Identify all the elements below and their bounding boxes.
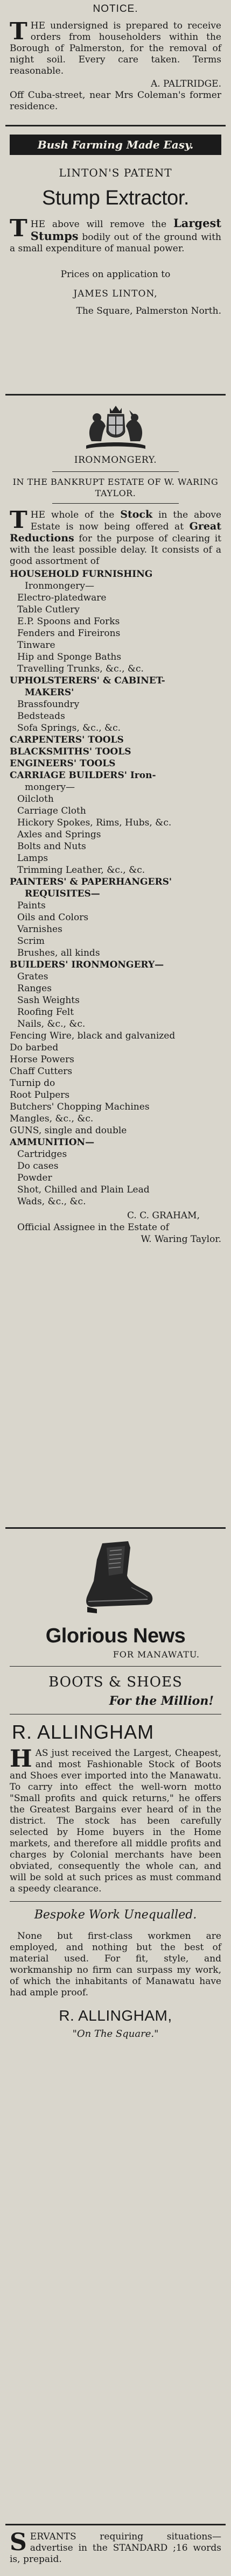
ironmongery-list-item: Wads, &c., &c. — [17, 1196, 86, 1207]
notice-heading: NOTICE. — [93, 3, 138, 15]
iron-dropcap: T — [10, 506, 27, 534]
ironmongery-list-item: Do cases — [17, 1161, 59, 1171]
stump-extractor-ad — [0, 135, 231, 317]
ironmongery-list-item: Powder — [17, 1173, 52, 1183]
stump-body-post: bodily out of the ground with a small expenditure of manual power. — [10, 232, 222, 254]
ironmongery-list-item: Sofa Springs, &c., &c. — [17, 723, 121, 733]
divider — [10, 1666, 221, 1667]
ironmongery-list-item: Varnishes — [17, 924, 62, 935]
boots-shoes-ad — [0, 1538, 231, 2041]
boots-sign: R. ALLINGHAM, — [59, 2007, 172, 2024]
ironmongery-list-item: Carriage Cloth — [17, 806, 86, 816]
ironmongery-ad — [0, 404, 231, 1245]
divider — [5, 394, 226, 396]
ironmongery-list-item: GUNS, single and double — [10, 1125, 127, 1136]
boots-tagline: For the Million! — [109, 1694, 214, 1708]
ironmongery-list-item: Grates — [17, 971, 48, 982]
ironmongery-list-item: CARRIAGE BUILDERS' Iron- — [10, 770, 156, 781]
iron-body-mid: in the above Estate is now being offered at — [30, 510, 222, 532]
ironmongery-list-item: Oils and Colors — [17, 912, 89, 923]
divider — [52, 471, 179, 472]
ironmongery-list-item: Mangles, &c., &c. — [10, 1113, 94, 1124]
iron-estate: W. Waring Taylor. — [141, 1234, 221, 1245]
ironmongery-list-item: Travelling Trunks, &c., &c. — [17, 664, 144, 674]
stump-banner: Bush Farming Made Easy. — [10, 135, 221, 155]
ironmongery-list-item: Electro-platedware — [17, 592, 107, 603]
iron-assignee: Official Assignee in the Estate of — [17, 1222, 169, 1233]
ironmongery-list-item: Fencing Wire, black and galvanized — [10, 1031, 176, 1041]
stump-prices: Prices on application to — [60, 269, 171, 280]
ironmongery-list-item: Brassfoundry — [17, 699, 80, 710]
ironmongery-list-item: Nails, &c., &c. — [17, 1019, 86, 1029]
iron-body-emph2: Great Reductions — [10, 520, 222, 544]
ironmongery-list-item: MAKERS' — [25, 687, 74, 698]
ironmongery-list-item: Paints — [17, 900, 46, 911]
ironmongery-body — [10, 506, 222, 567]
stump-body-pre: HE above will remove the — [30, 219, 167, 230]
ironmongery-list-item: Table Cutlery — [17, 604, 80, 615]
ironmongery-list-item: Bedsteads — [17, 711, 65, 722]
ironmongery-list-item: BLACKSMITHS' TOOLS — [10, 746, 131, 757]
notice-body — [10, 20, 221, 77]
ironmongery-list — [10, 568, 221, 1208]
divider — [52, 503, 179, 504]
ironmongery-list-item: PAINTERS' & PAPERHANGERS' — [10, 877, 172, 887]
ironmongery-subheading: IN THE BANKRUPT ESTATE OF W. WARING TAYLOR. — [12, 477, 219, 498]
ironmongery-list-item: Oilcloth — [17, 794, 54, 804]
boots-body — [10, 1745, 221, 1895]
boots-dropcap: H — [10, 1745, 32, 1773]
divider — [10, 1901, 221, 1902]
divider — [5, 125, 226, 126]
ironmongery-list-item: Tinware — [17, 640, 55, 651]
divider — [5, 1527, 226, 1529]
stump-name: JAMES LINTON, — [73, 288, 158, 299]
stump-title: Stump Extractor. — [42, 187, 189, 209]
iron-signature: C. C. GRAHAM, — [127, 1210, 200, 1221]
stump-dropcap: T — [10, 215, 27, 242]
ironmongery-list-item: Root Pulpers — [10, 1090, 70, 1100]
ironmongery-list-item: Sash Weights — [17, 995, 80, 1006]
ironmongery-list-item: Scrim — [17, 936, 45, 947]
stump-body — [10, 217, 221, 255]
ironmongery-list-item: UPHOLSTERERS' & CABINET- — [10, 675, 165, 686]
notice-address: Off Cuba-street, near Mrs Coleman's former residence. — [10, 90, 221, 112]
boots-bespoke: Bespoke Work Unequalled. — [34, 1908, 197, 1922]
ironmongery-list-item: Trimming Leather, &c., &c. — [17, 865, 145, 876]
boots-sign-sub: "On The Square." — [72, 2028, 159, 2039]
ironmongery-list-item: Chaff Cutters — [10, 1066, 73, 1077]
iron-body-post: for the purpose of clearing it with the least possible delay. It consists of a good assortment of — [10, 533, 222, 567]
servants-body — [10, 2531, 221, 2565]
ironmongery-list-item: Ironmongery— — [25, 581, 95, 591]
ironmongery-list-item: Ranges — [17, 983, 52, 994]
stump-body-emph: Largest Stumps — [30, 216, 221, 243]
ironmongery-list-item: Lamps — [17, 853, 48, 864]
royal-crest-icon — [10, 404, 221, 452]
boots-for: FOR MANAWATU. — [113, 1649, 200, 1660]
ironmongery-list-item: Roofing Felt — [17, 1007, 74, 1018]
boots-body-text: AS just received the Largest, Cheapest, and most Fashionable Stock of Boots and Shoes ever imported into the Manawatu. To carry into effect the well-worn motto "Small profits and quick returns," he offers the Greatest Bargains ever heard of in the district. The stock has been carefully selected by Home buyers in the Home markets, and therefore all middle profits and charges by Colonial merchants have been obviated, consequently the whole can, and will be sold at such prices as must command a speedy clearance. — [10, 1748, 221, 1894]
boot-icon — [10, 1538, 221, 1619]
servants-ad — [0, 2531, 231, 2565]
ironmongery-list-item: CARPENTERS' TOOLS — [10, 735, 124, 745]
ironmongery-list-item: Do barbed — [10, 1042, 59, 1053]
ironmongery-heading: IRONMONGERY. — [74, 455, 157, 465]
boots-name: R. ALLINGHAM — [12, 1721, 155, 1743]
boots-headline: Glorious News — [45, 1625, 186, 1647]
ironmongery-list-item: REQUISITES— — [25, 888, 100, 899]
notice-dropcap: T — [10, 18, 27, 45]
ironmongery-list-item: Butchers' Chopping Machines — [10, 1102, 150, 1112]
ironmongery-list-item: Axles and Springs — [17, 829, 101, 840]
ironmongery-list-item: Fenders and Fireirons — [17, 628, 121, 639]
ironmongery-list-item: AMMUNITION— — [10, 1137, 95, 1148]
ironmongery-list-item: Hickory Spokes, Rims, Hubs, &c. — [17, 817, 172, 828]
boots-body2: None but first-class workmen are employed, and nothing but the best of material used. For fit, style, and workmanship no firm can surpass my work, of which the inhabitants of Manawatu have had ample proof. — [10, 1931, 221, 1998]
ironmongery-list-item: Bolts and Nuts — [17, 841, 86, 852]
stump-address: The Square, Palmerston North. — [76, 306, 221, 316]
ironmongery-list-item: BUILDERS' IRONMONGERY— — [10, 959, 164, 970]
divider — [5, 2524, 226, 2525]
stump-patent: LINTON'S PATENT — [59, 166, 172, 179]
ironmongery-list-item: E.P. Spoons and Forks — [17, 616, 120, 627]
servants-body-text: ERVANTS requiring situations—advertise in the STANDARD ;16 words is, prepaid. — [10, 2531, 221, 2565]
notice-body-text: HE undersigned is prepared to receive orders from householders within the Borough of Palmerston, for the removal of night soil. Every care taken. Terms reasonable. — [10, 20, 221, 76]
ironmongery-list-item: Horse Powers — [10, 1054, 74, 1065]
ironmongery-list-item: Brushes, all kinds — [17, 948, 100, 958]
iron-body-pre: HE whole of the — [30, 510, 115, 520]
notice-ad — [0, 2, 231, 112]
ironmongery-list-item: ENGINEERS' TOOLS — [10, 758, 116, 769]
ironmongery-list-item: Hip and Sponge Baths — [17, 652, 122, 662]
servants-dropcap: S — [10, 2529, 27, 2556]
ironmongery-list-item: mongery— — [25, 782, 75, 793]
iron-body-emph1: Stock — [120, 509, 153, 520]
ironmongery-list-item: Shot, Chilled and Plain Lead — [17, 1184, 150, 1195]
notice-signature: A. PALTRIDGE. — [150, 79, 221, 89]
ironmongery-list-item: Cartridges — [17, 1149, 67, 1160]
ironmongery-list-item: Turnip do — [10, 1078, 55, 1089]
boots-title: BOOTS & SHOES — [48, 1674, 183, 1690]
ironmongery-list-item: HOUSEHOLD FURNISHING — [10, 569, 153, 580]
